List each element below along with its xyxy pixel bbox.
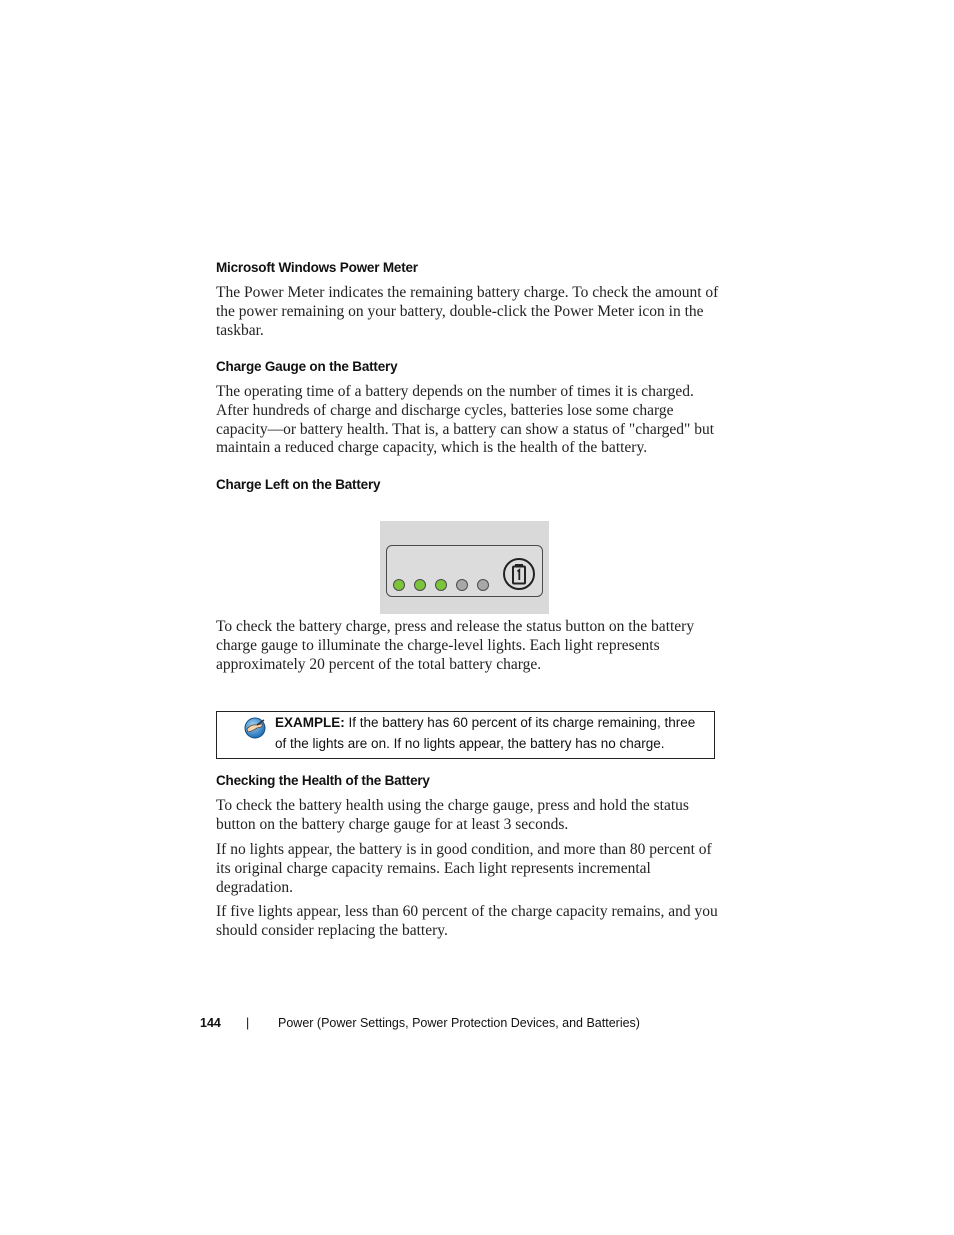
paragraph-health-1: To check the battery health using the charge gauge, press and hold the status button on the battery charge gauge for at least 3 seconds. [216, 797, 689, 833]
charge-light-2 [414, 579, 426, 591]
charge-light-3 [435, 579, 447, 591]
paragraph-charge-gauge: The operating time of a battery depends on the number of times it is charged. After hundreds of charge and discharge cycles, batteries lose some charge capacity—or battery health. That is, a battery can show a status of "charged" but maintain a reduced charge capacity, which is the health of the battery. [216, 383, 715, 457]
example-note-icon [243, 715, 267, 739]
footer-separator: | [246, 1016, 250, 1030]
paragraph-health-2: If no lights appear, the battery is in good condition, and more than 80 percent of its original charge capacity remains. Each light represents incremental degradation. [216, 841, 712, 896]
example-note-box [216, 711, 715, 759]
charge-light-4 [456, 579, 468, 591]
paragraph-power-meter: The Power Meter indicates the remaining battery charge. To check the amount of the power remaining on your battery, double-click the Power Meter icon in the taskbar. [216, 284, 719, 339]
heading-power-meter: Microsoft Windows Power Meter [216, 260, 418, 275]
footer-chapter-title: Power (Power Settings, Power Protection Devices, and Batteries) [278, 1016, 640, 1030]
heading-health: Checking the Health of the Battery [216, 773, 430, 788]
paragraph-charge-left: To check the battery charge, press and release the status button on the battery charge gauge to illuminate the charge-level lights. Each light represents approximately 20 percent of the total battery charge. [216, 618, 695, 673]
gauge-panel [386, 545, 543, 597]
battery-charge-gauge-figure [380, 521, 549, 614]
heading-charge-gauge: Charge Gauge on the Battery [216, 359, 398, 374]
heading-charge-left: Charge Left on the Battery [216, 477, 381, 492]
example-note-text [275, 712, 709, 754]
charge-light-5 [477, 579, 489, 591]
battery-icon [503, 558, 535, 590]
example-body: If the battery has 60 percent of its charge remaining, three of the lights are on. If no lights appear, the battery has no charge. [275, 715, 696, 751]
example-label: EXAMPLE: [275, 715, 345, 730]
charge-light-1 [393, 579, 405, 591]
page-number: 144 [200, 1016, 221, 1030]
paragraph-health-3: If five lights appear, less than 60 percent of the charge capacity remains, and you should consider replacing the battery. [216, 903, 718, 939]
